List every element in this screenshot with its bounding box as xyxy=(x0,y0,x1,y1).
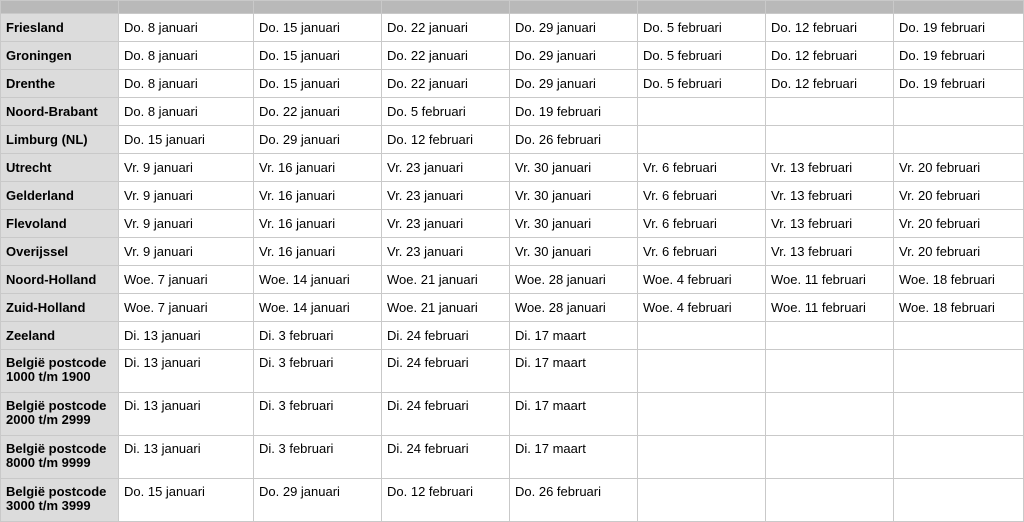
date-cell[interactable] xyxy=(894,479,1024,522)
date-cell[interactable]: Vr. 30 januari xyxy=(510,154,638,182)
date-cell[interactable]: Do. 15 januari xyxy=(254,42,382,70)
date-cell[interactable] xyxy=(766,393,894,436)
date-cell[interactable]: Woe. 14 januari xyxy=(254,266,382,294)
date-cell[interactable]: Do. 29 januari xyxy=(510,42,638,70)
date-cell[interactable]: Di. 17 maart xyxy=(510,436,638,479)
header-cell[interactable] xyxy=(1,1,119,14)
date-cell[interactable]: Vr. 23 januari xyxy=(382,238,510,266)
date-cell[interactable]: Di. 24 februari xyxy=(382,436,510,479)
date-cell[interactable]: Vr. 16 januari xyxy=(254,210,382,238)
table-row xyxy=(1,322,1024,350)
header-cell[interactable] xyxy=(766,1,894,14)
region-label[interactable]: België postcode 1000 t/m 1900 xyxy=(1,350,119,393)
header-cell[interactable] xyxy=(254,1,382,14)
date-cell[interactable]: Do. 8 januari xyxy=(119,98,254,126)
date-cell[interactable]: Do. 12 februari xyxy=(766,14,894,42)
table-row xyxy=(1,182,1024,210)
date-cell[interactable]: Di. 24 februari xyxy=(382,322,510,350)
date-cell[interactable]: Do. 15 januari xyxy=(119,479,254,522)
region-label[interactable]: België postcode 2000 t/m 2999 xyxy=(1,393,119,436)
region-label[interactable]: Flevoland xyxy=(1,210,119,238)
table-row xyxy=(1,70,1024,98)
date-cell[interactable]: Woe. 18 februari xyxy=(894,266,1024,294)
date-cell[interactable]: Vr. 6 februari xyxy=(638,238,766,266)
date-cell[interactable]: Vr. 16 januari xyxy=(254,154,382,182)
date-cell[interactable]: Di. 3 februari xyxy=(254,393,382,436)
region-label[interactable]: Gelderland xyxy=(1,182,119,210)
date-cell[interactable]: Do. 22 januari xyxy=(382,42,510,70)
date-cell[interactable]: Do. 19 februari xyxy=(894,42,1024,70)
date-cell[interactable]: Vr. 20 februari xyxy=(894,238,1024,266)
region-label[interactable]: Zeeland xyxy=(1,322,119,350)
date-cell[interactable]: Di. 13 januari xyxy=(119,322,254,350)
date-cell[interactable]: Vr. 9 januari xyxy=(119,182,254,210)
date-cell[interactable] xyxy=(894,98,1024,126)
date-cell[interactable]: Vr. 16 januari xyxy=(254,182,382,210)
date-cell[interactable]: Vr. 13 februari xyxy=(766,154,894,182)
date-cell[interactable] xyxy=(766,350,894,393)
date-cell[interactable] xyxy=(638,126,766,154)
date-cell[interactable]: Vr. 13 februari xyxy=(766,182,894,210)
date-cell[interactable] xyxy=(638,436,766,479)
date-cell[interactable] xyxy=(894,126,1024,154)
date-cell[interactable]: Vr. 30 januari xyxy=(510,238,638,266)
date-cell[interactable]: Woe. 28 januari xyxy=(510,266,638,294)
date-cell[interactable]: Do. 12 februari xyxy=(382,479,510,522)
date-cell[interactable]: Do. 22 januari xyxy=(254,98,382,126)
table-row xyxy=(1,98,1024,126)
date-cell[interactable] xyxy=(766,322,894,350)
date-cell[interactable]: Do. 5 februari xyxy=(638,14,766,42)
date-cell[interactable] xyxy=(638,350,766,393)
region-label[interactable]: Limburg (NL) xyxy=(1,126,119,154)
region-label[interactable]: Utrecht xyxy=(1,154,119,182)
date-cell[interactable]: Vr. 30 januari xyxy=(510,182,638,210)
date-cell[interactable]: Woe. 4 februari xyxy=(638,294,766,322)
date-cell[interactable]: Do. 5 februari xyxy=(382,98,510,126)
date-cell[interactable]: Do. 12 februari xyxy=(766,70,894,98)
region-label[interactable]: Groningen xyxy=(1,42,119,70)
date-cell[interactable]: Vr. 9 januari xyxy=(119,154,254,182)
region-label[interactable]: Zuid-Holland xyxy=(1,294,119,322)
date-cell[interactable]: Di. 17 maart xyxy=(510,322,638,350)
date-cell[interactable]: Vr. 23 januari xyxy=(382,154,510,182)
date-cell[interactable]: Vr. 23 januari xyxy=(382,182,510,210)
date-cell[interactable]: Di. 3 februari xyxy=(254,436,382,479)
date-cell[interactable]: Vr. 6 februari xyxy=(638,154,766,182)
date-cell[interactable]: Do. 8 januari xyxy=(119,14,254,42)
table-row xyxy=(1,393,1024,436)
date-cell[interactable]: Do. 12 februari xyxy=(766,42,894,70)
date-cell[interactable] xyxy=(894,393,1024,436)
region-label[interactable]: Noord-Holland xyxy=(1,266,119,294)
date-cell[interactable]: Do. 29 januari xyxy=(510,14,638,42)
date-cell[interactable]: Di. 24 februari xyxy=(382,393,510,436)
date-cell[interactable]: Woe. 7 januari xyxy=(119,266,254,294)
date-cell[interactable]: Do. 29 januari xyxy=(510,70,638,98)
date-cell[interactable]: Do. 19 februari xyxy=(894,14,1024,42)
date-cell[interactable]: Di. 13 januari xyxy=(119,436,254,479)
date-cell[interactable]: Do. 29 januari xyxy=(254,126,382,154)
date-cell[interactable]: Do. 5 februari xyxy=(638,70,766,98)
date-cell[interactable]: Di. 3 februari xyxy=(254,350,382,393)
region-label[interactable]: Drenthe xyxy=(1,70,119,98)
date-cell[interactable]: Do. 26 februari xyxy=(510,479,638,522)
region-label[interactable]: Friesland xyxy=(1,14,119,42)
date-cell[interactable]: Vr. 9 januari xyxy=(119,210,254,238)
table-row xyxy=(1,266,1024,294)
date-cell[interactable]: Di. 13 januari xyxy=(119,393,254,436)
region-label[interactable]: Overijssel xyxy=(1,238,119,266)
date-cell[interactable]: Vr. 9 januari xyxy=(119,238,254,266)
date-cell[interactable]: Do. 26 februari xyxy=(510,126,638,154)
date-cell[interactable]: Woe. 21 januari xyxy=(382,294,510,322)
date-cell[interactable]: Do. 22 januari xyxy=(382,70,510,98)
header-cell[interactable] xyxy=(119,1,254,14)
date-cell[interactable]: Vr. 30 januari xyxy=(510,210,638,238)
date-cell[interactable]: Woe. 11 februari xyxy=(766,266,894,294)
table-row xyxy=(1,350,1024,393)
date-cell[interactable] xyxy=(766,479,894,522)
date-cell[interactable]: Woe. 21 januari xyxy=(382,266,510,294)
date-cell[interactable]: Vr. 6 februari xyxy=(638,182,766,210)
header-row xyxy=(1,1,1024,14)
date-cell[interactable]: Di. 17 maart xyxy=(510,350,638,393)
date-cell[interactable]: Di. 24 februari xyxy=(382,350,510,393)
date-cell[interactable]: Do. 15 januari xyxy=(254,70,382,98)
date-cell[interactable]: Woe. 18 februari xyxy=(894,294,1024,322)
table-row xyxy=(1,436,1024,479)
table-row xyxy=(1,42,1024,70)
date-cell[interactable]: Woe. 11 februari xyxy=(766,294,894,322)
header-cell[interactable] xyxy=(638,1,766,14)
date-cell[interactable]: Vr. 13 februari xyxy=(766,210,894,238)
date-cell[interactable]: Vr. 23 januari xyxy=(382,210,510,238)
table-row xyxy=(1,126,1024,154)
date-cell[interactable] xyxy=(766,98,894,126)
date-cell[interactable] xyxy=(638,98,766,126)
date-cell[interactable]: Vr. 20 februari xyxy=(894,210,1024,238)
date-cell[interactable]: Do. 8 januari xyxy=(119,70,254,98)
date-cell[interactable]: Do. 5 februari xyxy=(638,42,766,70)
table-row xyxy=(1,294,1024,322)
header-cell[interactable] xyxy=(382,1,510,14)
date-cell[interactable]: Woe. 7 januari xyxy=(119,294,254,322)
table-row xyxy=(1,210,1024,238)
date-cell[interactable] xyxy=(638,479,766,522)
header-cell[interactable] xyxy=(894,1,1024,14)
date-cell[interactable] xyxy=(894,322,1024,350)
date-cell[interactable]: Do. 8 januari xyxy=(119,42,254,70)
date-cell[interactable]: Vr. 13 februari xyxy=(766,238,894,266)
date-cell[interactable]: Vr. 16 januari xyxy=(254,238,382,266)
date-cell[interactable] xyxy=(638,322,766,350)
date-cell[interactable]: Di. 17 maart xyxy=(510,393,638,436)
date-cell[interactable]: Do. 22 januari xyxy=(382,14,510,42)
table-row xyxy=(1,238,1024,266)
date-cell[interactable] xyxy=(894,436,1024,479)
region-label[interactable]: Noord-Brabant xyxy=(1,98,119,126)
date-cell[interactable]: Do. 19 februari xyxy=(894,70,1024,98)
date-cell[interactable]: Vr. 20 februari xyxy=(894,182,1024,210)
table-row xyxy=(1,154,1024,182)
date-cell[interactable]: Do. 15 januari xyxy=(119,126,254,154)
date-cell[interactable]: Woe. 14 januari xyxy=(254,294,382,322)
date-cell[interactable] xyxy=(638,393,766,436)
region-label[interactable]: België postcode 3000 t/m 3999 xyxy=(1,479,119,522)
date-cell[interactable]: Vr. 20 februari xyxy=(894,154,1024,182)
date-cell[interactable]: Do. 15 januari xyxy=(254,14,382,42)
date-cell[interactable]: Do. 19 februari xyxy=(510,98,638,126)
date-cell[interactable]: Woe. 28 januari xyxy=(510,294,638,322)
region-label[interactable]: België postcode 8000 t/m 9999 xyxy=(1,436,119,479)
date-cell[interactable]: Do. 12 februari xyxy=(382,126,510,154)
date-cell[interactable] xyxy=(766,126,894,154)
date-cell[interactable]: Vr. 6 februari xyxy=(638,210,766,238)
date-cell[interactable] xyxy=(766,436,894,479)
table-row xyxy=(1,14,1024,42)
date-cell[interactable]: Di. 13 januari xyxy=(119,350,254,393)
table-row xyxy=(1,479,1024,522)
date-cell[interactable]: Woe. 4 februari xyxy=(638,266,766,294)
date-cell[interactable]: Di. 3 februari xyxy=(254,322,382,350)
header-cell[interactable] xyxy=(510,1,638,14)
date-cell[interactable]: Do. 29 januari xyxy=(254,479,382,522)
date-cell[interactable] xyxy=(894,350,1024,393)
